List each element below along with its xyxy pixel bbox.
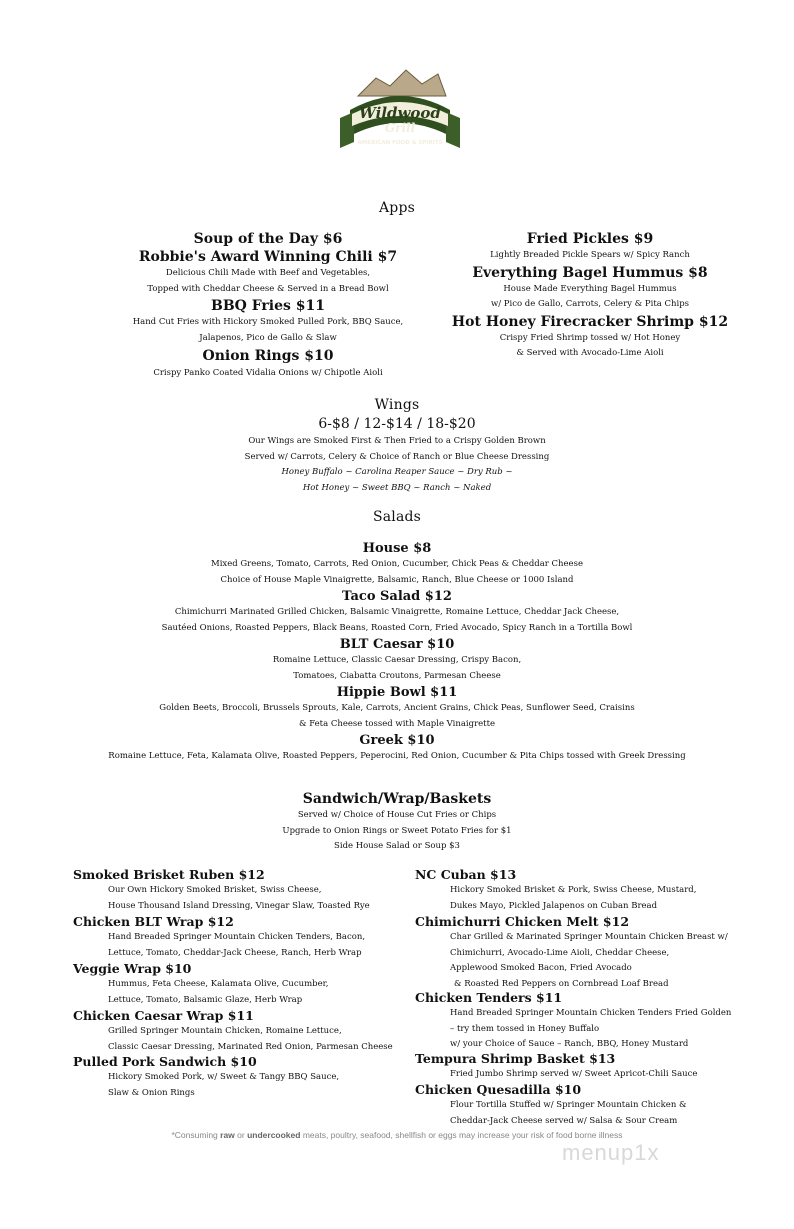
sandwich-desc-line: Grilled Springer Mountain Chicken, Romaine Lettuce,: [108, 1026, 342, 1036]
salads-heading: Salads: [372, 509, 422, 525]
salad-item-desc: Chimichurri Marinated Grilled Chicken, Balsamic Vinaigrette, Romaine Lettuce, Cheddar Jack Cheese,: [174, 607, 620, 617]
apps-left-column: [98, 230, 438, 382]
sandwich-item-name: Chicken Caesar Wrap $11: [73, 1008, 254, 1023]
footnote-text: meats, poultry, seafood, shellfish or eggs may increase your risk of food borne illness: [300, 1130, 623, 1140]
wings-section: [0, 396, 794, 496]
salad-item-name: BLT Caesar $10: [339, 637, 455, 652]
sandwich-desc-line: Slaw & Onion Rings: [108, 1087, 195, 1098]
watermark: menup1x: [562, 1140, 660, 1165]
footnote-undercooked: undercooked: [247, 1130, 301, 1140]
app-item-desc: & Served with Avocado-Lime Aioli: [516, 348, 664, 358]
sandwich-item-name: Chicken Tenders $11: [415, 990, 563, 1005]
sandwich-desc-line: Hand Breaded Springer Mountain Chicken Tenders Fried Golden: [450, 1008, 732, 1018]
sandwiches-intro: Side House Salad or Soup $3: [334, 841, 460, 851]
sandwich-desc-line: Hummus, Feta Cheese, Kalamata Olive, Cucumber,: [108, 979, 329, 989]
logo-word-grill: Grill: [384, 121, 416, 135]
salad-item-name: Taco Salad $12: [342, 589, 452, 604]
food-safety-footnote: [0, 1130, 794, 1140]
app-item-desc: Crispy Fried Shrimp tossed w/ Hot Honey: [499, 332, 681, 343]
app-item-name: Robbie's Award Winning Chili $7: [138, 249, 398, 265]
sandwich-item-desc: [108, 1024, 393, 1055]
sandwich-item-name: Tempura Shrimp Basket $13: [415, 1051, 616, 1066]
salad-item-desc: Tomatoes, Ciabatta Croutons, Parmesan Cheese: [293, 670, 501, 681]
logo: [338, 66, 462, 156]
sandwich-desc-line: Chimichurri, Avocado-Lime Aioli, Cheddar Cheese,: [450, 947, 670, 958]
salad-item-desc: Golden Beets, Broccoli, Brussels Sprouts, Kale, Carrots, Ancient Grains, Chick Peas, Sunflower Seed, Craisins: [159, 703, 635, 713]
app-item-desc: Delicious Chili Made with Beef and Vegetables,: [165, 268, 371, 278]
logo-word-wildwood: Wildwood: [359, 104, 441, 122]
sandwich-desc-line: Hickory Smoked Brisket & Pork, Swiss Cheese, Mustard,: [450, 885, 697, 895]
salads-list: [0, 540, 794, 765]
sandwich-item-name: Veggie Wrap $10: [73, 961, 192, 976]
app-item-name: Onion Rings $10: [202, 348, 334, 364]
sandwich-desc-line: & Roasted Red Peppers on Cornbread Loaf Bread: [454, 978, 669, 989]
sandwich-desc-line: Fried Jumbo Shrimp served w/ Sweet Apricot-Chili Sauce: [450, 1069, 698, 1079]
footnote-raw: raw: [220, 1130, 235, 1140]
sandwich-item-name: Smoked Brisket Ruben $12: [73, 867, 265, 882]
app-item-desc: w/ Pico de Gallo, Carrots, Celery & Pita Chips: [490, 299, 690, 309]
salad-item-desc: Mixed Greens, Tomato, Carrots, Red Onion, Cucumber, Chick Peas & Cheddar Cheese: [211, 559, 583, 569]
sandwich-item-desc: [450, 883, 696, 914]
sandwich-item-name: Pulled Pork Sandwich $10: [73, 1054, 257, 1069]
salad-item-name: Greek $10: [359, 733, 435, 748]
apps-right-column: [440, 230, 740, 362]
app-item-desc: House Made Everything Bagel Hummus: [503, 283, 677, 294]
sandwiches-section: [0, 790, 794, 855]
salad-item-desc: & Feta Cheese tossed with Maple Vinaigrette: [298, 718, 496, 729]
app-item-name: Fried Pickles $9: [526, 231, 654, 247]
sandwich-item-name: Chicken Quesadilla $10: [415, 1082, 582, 1097]
logo-tagline: AMERICAN FOOD & SPIRITS: [357, 140, 443, 146]
sandwiches-intro: Upgrade to Onion Rings or Sweet Potato Fries for $1: [282, 825, 512, 836]
sandwich-item-desc: [108, 883, 370, 914]
wings-desc: Our Wings are Smoked First & Then Fried to a Crispy Golden Brown: [248, 436, 546, 446]
salad-item-name: House $8: [362, 541, 432, 556]
sandwich-item-desc: [450, 1098, 687, 1129]
app-item-desc: Topped with Cheddar Cheese & Served in a Bread Bowl: [147, 283, 389, 294]
app-item-name: Everything Bagel Hummus $8: [472, 264, 708, 281]
app-item-name: Hot Honey Firecracker Shrimp $12: [451, 313, 729, 330]
sandwich-item-name: Chimichurri Chicken Melt $12: [415, 914, 630, 929]
salad-item-desc: Romaine Lettuce, Feta, Kalamata Olive, Roasted Peppers, Peperocini, Red Onion, Cucumber & Pita Chips tossed with Greek Dressing: [108, 751, 686, 761]
salad-item-name: Hippie Bowl $11: [336, 685, 458, 700]
sandwich-desc-line: Lettuce, Tomato, Balsamic Glaze, Herb Wrap: [108, 994, 303, 1005]
sandwich-item-name: Chicken BLT Wrap $12: [73, 914, 234, 929]
sandwiches-heading: Sandwich/Wrap/Baskets: [302, 791, 492, 807]
sandwich-item-desc: [450, 1006, 731, 1053]
wings-desc: Served w/ Carrots, Celery & Choice of Ranch or Blue Cheese Dressing: [244, 451, 550, 462]
wings-sauces: Hot Honey ~ Sweet BBQ ~ Ranch ~ Naked: [302, 482, 492, 493]
sandwich-desc-line: Dukes Mayo, Pickled Jalapenos on Cuban Bread: [450, 900, 658, 911]
salad-item-desc: Choice of House Maple Vinaigrette, Balsamic, Ranch, Blue Cheese or 1000 Island: [220, 574, 574, 585]
salad-item-desc: Romaine Lettuce, Classic Caesar Dressing, Crispy Bacon,: [272, 655, 522, 665]
app-item-desc: Crispy Panko Coated Vidalia Onions w/ Chipotle Aioli: [153, 368, 383, 378]
app-item-desc: Lightly Breaded Pickle Spears w/ Spicy Ranch: [490, 250, 690, 260]
sandwich-item-name: NC Cuban $13: [415, 867, 517, 882]
footnote-text: or: [234, 1130, 248, 1140]
app-item-name: Soup of the Day $6: [193, 231, 343, 247]
app-item-name: BBQ Fries $11: [210, 298, 325, 314]
sandwich-item-desc: [450, 930, 728, 992]
sandwich-desc-line: Applewood Smoked Bacon, Fried Avocado: [450, 963, 632, 974]
sandwich-desc-line: Lettuce, Tomato, Cheddar-Jack Cheese, Ranch, Herb Wrap: [108, 947, 362, 958]
sandwich-desc-line: – try them tossed in Honey Buffalo: [450, 1023, 600, 1034]
sandwich-desc-line: w/ your Choice of Sauce – Ranch, BBQ, Honey Mustard: [450, 1039, 689, 1050]
sandwich-desc-line: Cheddar-Jack Cheese served w/ Salsa & Sour Cream: [450, 1115, 678, 1126]
sandwich-item-desc: [108, 930, 365, 961]
wings-prices: 6-$8 / 12-$14 / 18-$20: [318, 416, 476, 432]
wings-heading: Wings: [374, 397, 420, 413]
sandwiches-intro: Served w/ Choice of House Cut Fries or Chips: [297, 810, 497, 820]
sandwich-desc-line: Flour Tortilla Stuffed w/ Springer Mountain Chicken &: [450, 1100, 687, 1110]
footnote-text: *Consuming: [171, 1130, 221, 1140]
app-item-desc: Hand Cut Fries with Hickory Smoked Pulled Pork, BBQ Sauce,: [132, 317, 404, 327]
apps-heading: Apps: [378, 200, 416, 216]
salad-item-desc: Sautéed Onions, Roasted Peppers, Black Beans, Roasted Corn, Fried Avocado, Spicy Ranch in a Tortilla Bowl: [161, 622, 633, 633]
sandwich-desc-line: Char Grilled & Marinated Springer Mountain Chicken Breast w/: [450, 932, 728, 942]
sandwich-desc-line: Hand Breaded Springer Mountain Chicken Tenders, Bacon,: [108, 932, 366, 942]
app-item-desc: Jalapenos, Pico de Gallo & Slaw: [199, 332, 337, 343]
sandwich-desc-line: House Thousand Island Dressing, Vinegar Slaw, Toasted Rye: [108, 900, 370, 911]
sandwich-desc-line: Classic Caesar Dressing, Marinated Red Onion, Parmesan Cheese: [108, 1041, 393, 1052]
sandwich-item-desc: [450, 1067, 697, 1083]
sandwich-item-desc: [108, 1070, 339, 1101]
sandwich-item-desc: [108, 977, 328, 1008]
wings-sauces: Honey Buffalo ~ Carolina Reaper Sauce ~ Dry Rub ~: [281, 467, 513, 477]
sandwich-desc-line: Our Own Hickory Smoked Brisket, Swiss Cheese,: [108, 885, 322, 895]
sandwich-desc-line: Hickory Smoked Pork, w/ Sweet & Tangy BBQ Sauce,: [108, 1072, 340, 1082]
